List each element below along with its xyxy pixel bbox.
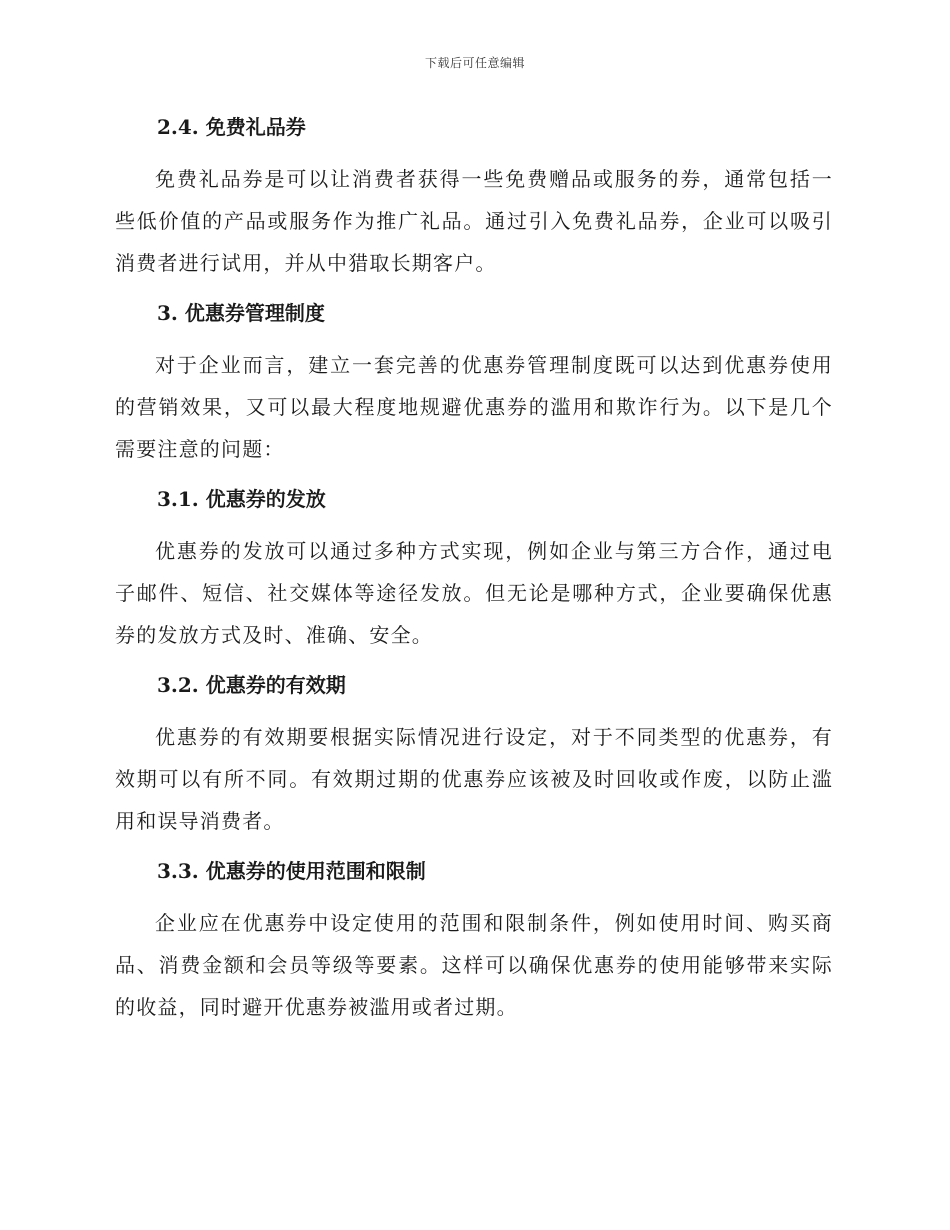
document-body — [115, 112, 833, 1028]
header-note: 下载后可任意编辑 — [424, 56, 525, 70]
section-paragraph-3-2: 优惠券的有效期要根据实际情况进行设定，对于不同类型的优惠券，有效期可以有所不同。有效期过期的优惠券应该被及时回收或作废，以防止滥用和误导消费者。 — [115, 725, 833, 833]
section-heading-3-1: 3.1. 优惠券的发放 — [157, 487, 326, 511]
section-paragraph-3: 对于企业而言，建立一套完善的优惠券管理制度既可以达到优惠券使用的营销效果，又可以最大程度地规避优惠券的滥用和欺诈行为。以下是几个需要注意的问题： — [115, 353, 833, 461]
section-paragraph-2-4: 免费礼品券是可以让消费者获得一些免费赠品或服务的券，通常包括一些低价值的产品或服务作为推广礼品。通过引入免费礼品券，企业可以吸引消费者进行试用，并从中猎取长期客户。 — [115, 167, 833, 275]
section-paragraph-3-1: 优惠券的发放可以通过多种方式实现，例如企业与第三方合作，通过电子邮件、短信、社交媒体等途径发放。但无论是哪种方式，企业要确保优惠券的发放方式及时、准确、安全。 — [115, 539, 833, 647]
section-heading-3: 3. 优惠券管理制度 — [157, 301, 325, 325]
section-heading-2-4: 2.4. 免费礼品券 — [157, 115, 306, 139]
section-heading-3-2: 3.2. 优惠券的有效期 — [157, 673, 346, 697]
section-paragraph-3-3: 企业应在优惠券中设定使用的范围和限制条件，例如使用时间、购买商品、消费金额和会员等级等要素。这样可以确保优惠券的使用能够带来实际的收益，同时避开优惠券被滥用或者过期。 — [115, 911, 833, 1019]
section-heading-3-3: 3.3. 优惠券的使用范围和限制 — [157, 859, 426, 883]
